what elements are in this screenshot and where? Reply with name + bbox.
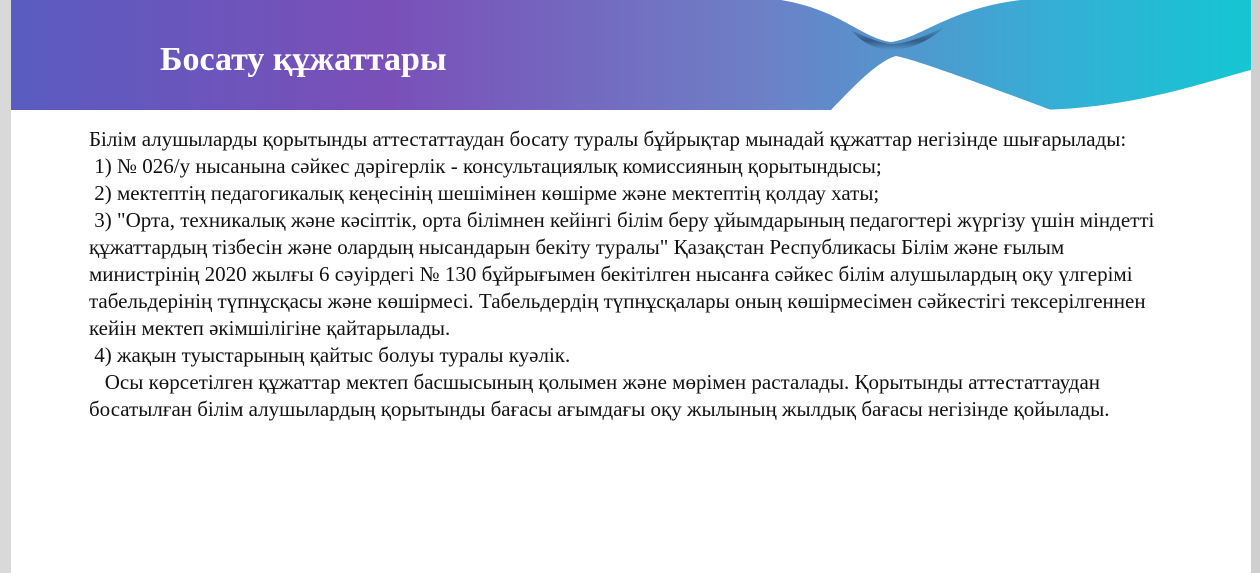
slide-title: Босату құжаттары <box>160 41 447 78</box>
list-item-4: 4) жақын туыстарының қайтыс болуы туралы куәлік. <box>89 343 571 367</box>
header-banner <box>11 0 1251 110</box>
list-item-3: 3) "Орта, техникалық және кәсіптік, орта білімнен кейінгі білім беру ұйымдарының педагогтері жүргізу үшін міндетті құжаттардың тізбесін және олардың нысандарын бекіту туралы" Қазақстан Республикасы Білім және ғылым министрінің 2020 жылғы 6 сәуірдегі № 130 бұйрығымен бекітілген нысанға сәйкес білім алушылардың оқу үлгерімі табельдерінің түпнұсқасы және көшірмесі. Табельдердің түпнұсқалары оның көшірмесімен сәйкестігі тексерілгеннен кейін мектеп әкімшілігіне қайтарылады. <box>89 208 1160 340</box>
paragraph-conclusion: Осы көрсетілген құжаттар мектеп басшысының қолымен және мөрімен расталады. Қорытынды аттестаттаудан босатылған білім алушылардың қорытынды бағасы ағымдағы оқу жылының жылдық бағасы негізінде қойылады. <box>89 370 1110 421</box>
list-item-1: 1) № 026/у нысанына сәйкес дәрігерлік - консультациялық комиссияның қорытындысы; <box>89 154 882 178</box>
window-edge <box>1251 0 1260 573</box>
slide <box>11 0 1251 573</box>
list-item-2: 2) мектептің педагогикалық кеңесінің шешімінен көшірме және мектептің қолдау хаты; <box>89 181 880 205</box>
paragraph-intro: Білім алушыларды қорытынды аттестаттаудан босату туралы бұйрықтар мынадай құжаттар негізінде шығарылады: <box>89 127 1127 151</box>
body-text <box>89 126 1169 423</box>
